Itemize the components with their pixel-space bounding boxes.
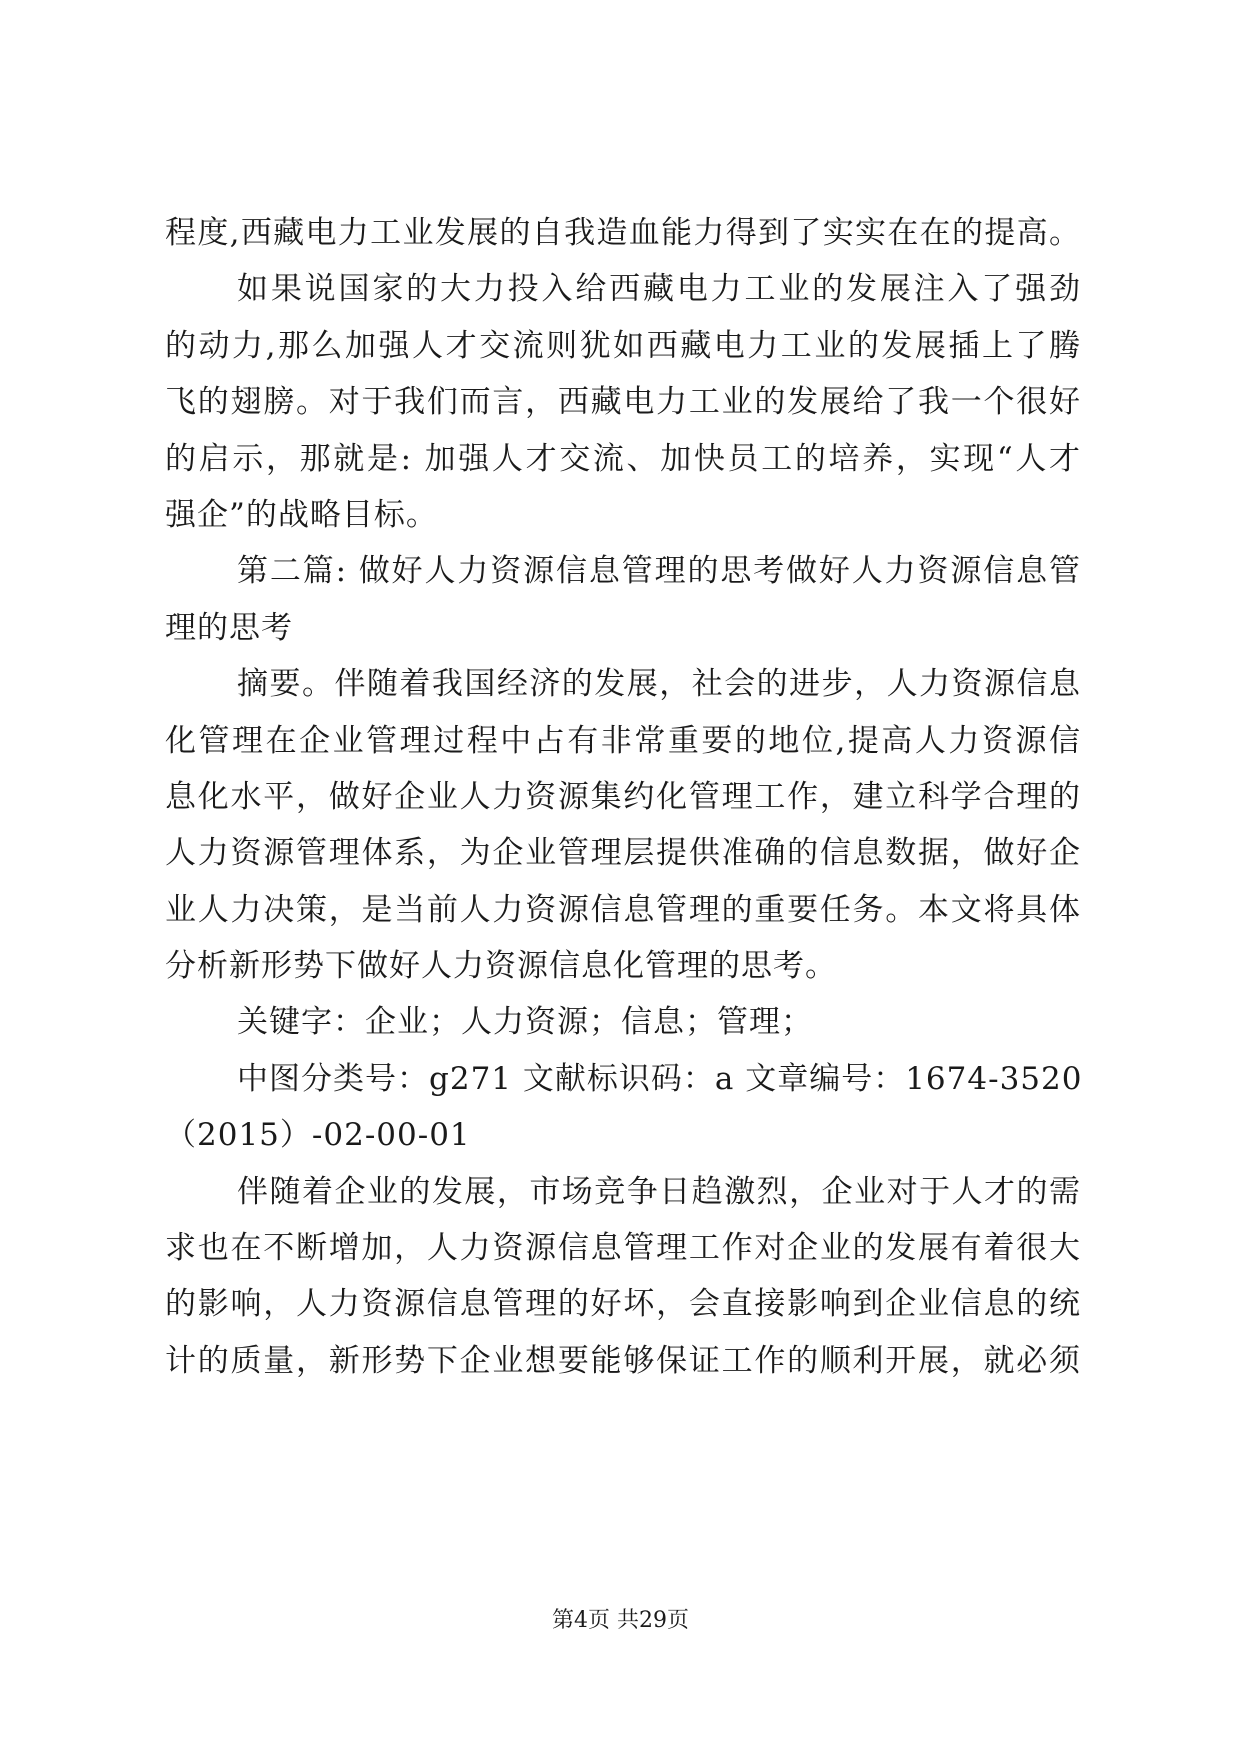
text-line: 强企”的战略目标。 [165, 496, 438, 533]
text-line: （2015）-02-00-01 [165, 1117, 471, 1154]
text-line: 中图分类号：g271 文献标识码：a 文章编号：1674-3520 [237, 1060, 1083, 1097]
text-line: 关键字：企业；人力资源；信息；管理； [237, 1004, 813, 1041]
text-line: 摘要。伴随着我国经济的发展，社会的进步，人力资源信息 [237, 666, 1081, 703]
page-footer: 第4页 共29页 [552, 1608, 689, 1633]
text-line: 息化水平，做好企业人力资源集约化管理工作，建立科学合理的 [165, 778, 1081, 815]
text-line: 第二篇: 做好人力资源信息管理的思考做好人力资源信息管 [237, 553, 1081, 590]
text-line: 如果说国家的大力投入给西藏电力工业的发展注入了强劲 [237, 271, 1081, 308]
text-line: 化管理在企业管理过程中占有非常重要的地位,提高人力资源信 [165, 722, 1081, 759]
text-line: 飞的翅膀。对于我们而言，西藏电力工业的发展给了我一个很好 [165, 384, 1081, 421]
text-line: 理的思考 [165, 609, 293, 646]
document-body [165, 205, 1081, 1389]
text-line: 的启示，那就是: 加强人才交流、加快员工的培养，实现“人才 [165, 440, 1081, 477]
text-line: 的影响，人力资源信息管理的好坏，会直接影响到企业信息的统 [165, 1286, 1081, 1323]
text-line: 计的质量，新形势下企业想要能够保证工作的顺利开展，就必须 [165, 1342, 1081, 1379]
text-line: 的动力,那么加强人才交流则犹如西藏电力工业的发展插上了腾 [165, 327, 1081, 364]
text-line: 分析新形势下做好人力资源信息化管理的思考。 [165, 948, 837, 985]
text-line: 伴随着企业的发展，市场竞争日趋激烈，企业对于人才的需 [237, 1173, 1081, 1210]
text-line: 程度,西藏电力工业发展的自我造血能力得到了实实在在的提高。 [165, 215, 1081, 251]
text-line: 求也在不断增加，人力资源信息管理工作对企业的发展有着很大 [165, 1230, 1081, 1267]
text-line: 人力资源管理体系，为企业管理层提供准确的信息数据，做好企 [165, 835, 1081, 872]
text-line: 业人力决策，是当前人力资源信息管理的重要任务。本文将具体 [165, 891, 1081, 928]
